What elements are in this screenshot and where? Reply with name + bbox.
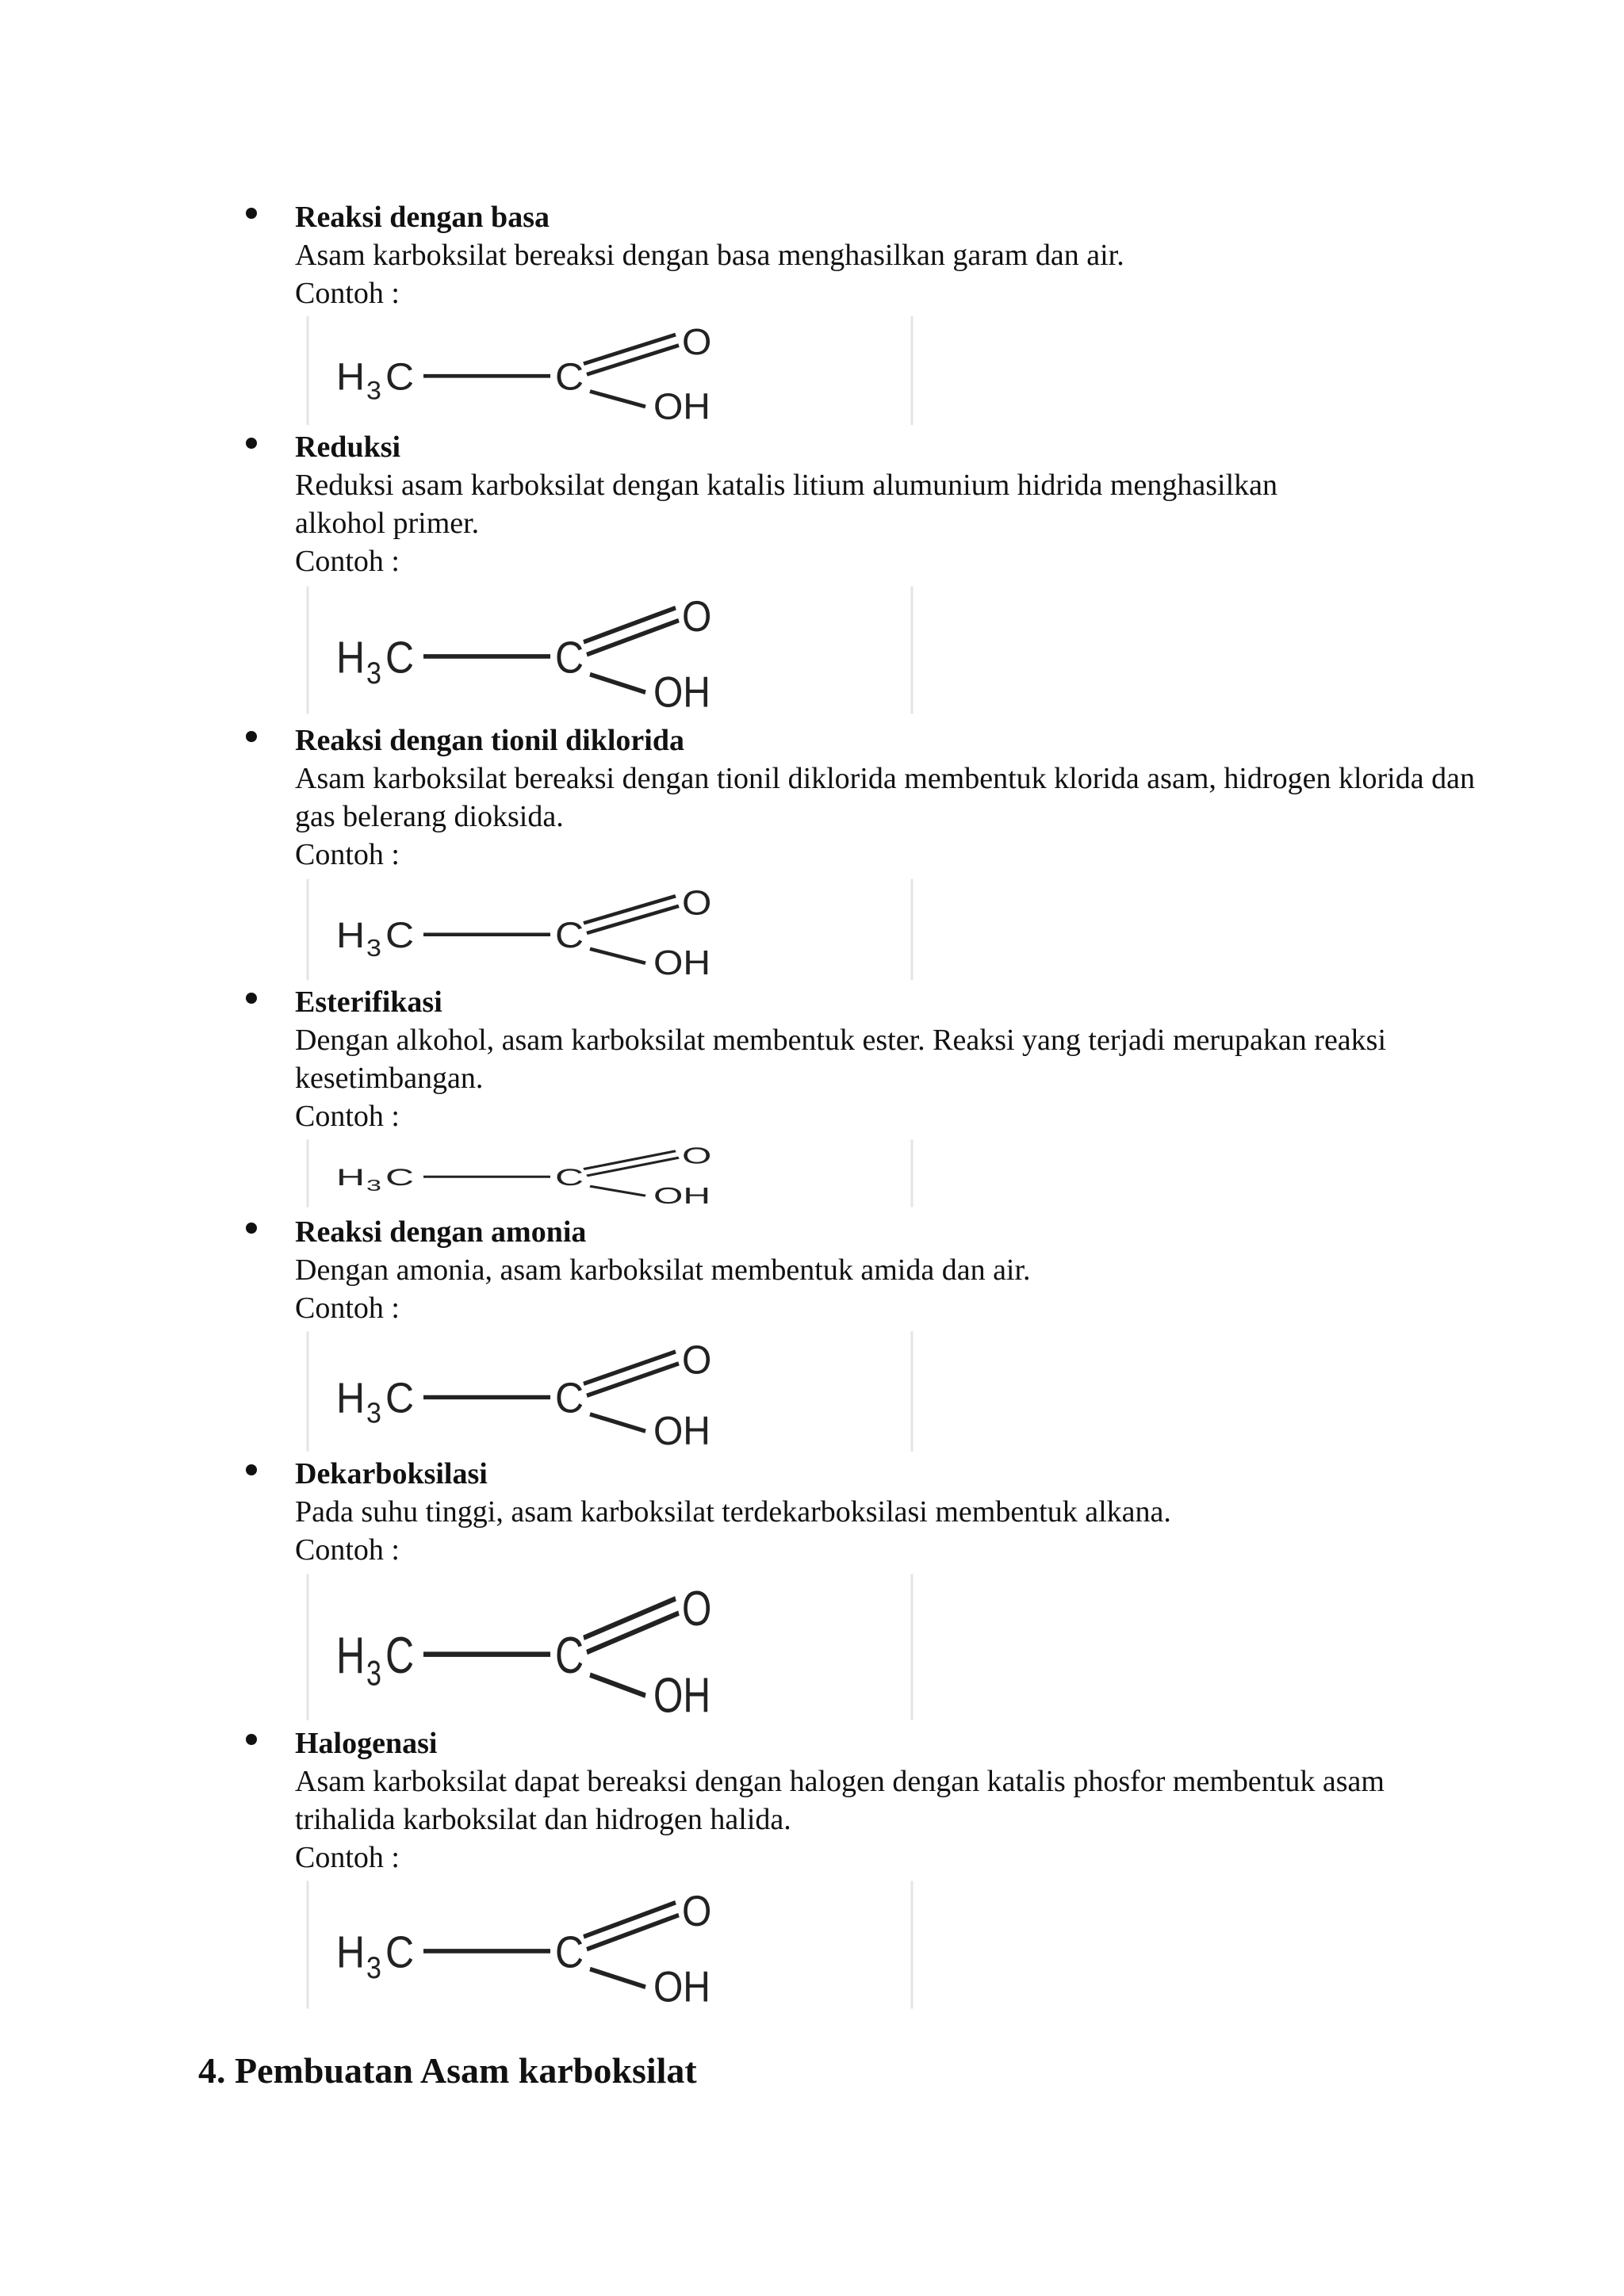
oh-bond bbox=[590, 1414, 645, 1431]
structure-image bbox=[304, 1328, 915, 1455]
example-label: Contoh : bbox=[295, 1292, 400, 1325]
acetic-acid-structure bbox=[304, 1570, 915, 1724]
methyl-carbon-label: C bbox=[385, 355, 415, 399]
acetic-acid-structure bbox=[304, 1877, 915, 2012]
item-description: Asam karboksilat bereaksi dengan basa menghasilkan garam dan air. bbox=[295, 239, 1124, 272]
bullet-icon bbox=[246, 993, 257, 1004]
oxygen-label: O bbox=[682, 1142, 712, 1169]
subscript-label: 3 bbox=[366, 934, 381, 962]
oxygen-label: O bbox=[682, 1337, 712, 1383]
hydrogen-label: H bbox=[336, 633, 366, 683]
methyl-carbon-label: C bbox=[385, 916, 415, 956]
hydrogen-label: H bbox=[336, 1627, 366, 1685]
item-description: Pada suhu tinggi, asam karboksilat terdekarboksilasi membentuk alkana. bbox=[295, 1495, 1171, 1529]
acetic-acid-structure bbox=[304, 876, 915, 983]
subscript-label: 3 bbox=[366, 1177, 381, 1195]
oxygen-label: O bbox=[682, 1887, 712, 1935]
subscript-label: 3 bbox=[366, 376, 381, 406]
item-title: Reduksi bbox=[295, 430, 401, 464]
item-title: Reaksi dengan tionil diklorida bbox=[295, 724, 684, 757]
item-title: Halogenasi bbox=[295, 1727, 438, 1760]
oxygen-label: O bbox=[682, 1581, 712, 1636]
acetic-acid-structure bbox=[304, 1328, 915, 1455]
acetic-acid-structure bbox=[304, 583, 915, 718]
bullet-icon bbox=[246, 438, 257, 449]
subscript-label: 3 bbox=[366, 1397, 381, 1429]
hydrogen-label: H bbox=[336, 1927, 366, 1978]
methyl-carbon-label: C bbox=[385, 633, 415, 683]
bullet-icon bbox=[246, 1734, 257, 1745]
item-title: Dekarboksilasi bbox=[295, 1457, 488, 1490]
item-description: Asam karboksilat dapat bereaksi dengan halogen dengan katalis phosfor membentuk asam trihalida karboksilat dan hidrogen halida. bbox=[295, 1765, 1385, 1836]
hydroxyl-label: OH bbox=[653, 943, 710, 982]
hydroxyl-label: OH bbox=[653, 1667, 710, 1723]
oh-bond bbox=[590, 392, 645, 407]
hydroxyl-label: OH bbox=[653, 1962, 710, 2011]
structure-image bbox=[304, 876, 915, 983]
example-label: Contoh : bbox=[295, 545, 400, 578]
oxygen-label: O bbox=[682, 883, 712, 923]
bullet-icon bbox=[246, 731, 257, 742]
oh-bond bbox=[590, 1969, 645, 1988]
oxygen-label: O bbox=[682, 321, 712, 364]
item-description: Dengan alkohol, asam karboksilat membentuk ester. Reaksi yang terjadi merupakan reaksi kesetimbangan. bbox=[295, 1024, 1387, 1095]
structure-image bbox=[304, 1570, 915, 1724]
subscript-label: 3 bbox=[366, 1654, 381, 1693]
item-title: Reaksi dengan amonia bbox=[295, 1215, 587, 1249]
acetic-acid-structure bbox=[304, 313, 915, 428]
hydroxyl-label: OH bbox=[653, 1183, 711, 1209]
item-description: Reduksi asam karboksilat dengan katalis litium alumunium hidrida menghasilkan alkohol primer. bbox=[295, 469, 1277, 540]
structure-image bbox=[304, 313, 915, 428]
hydroxyl-label: OH bbox=[653, 668, 710, 717]
oh-bond bbox=[590, 1675, 645, 1696]
structure-image bbox=[304, 583, 915, 718]
hydroxyl-label: OH bbox=[653, 1407, 710, 1454]
methyl-carbon-label: C bbox=[385, 1374, 415, 1422]
example-label: Contoh : bbox=[295, 277, 400, 310]
oh-bond bbox=[590, 949, 645, 963]
hydrogen-label: H bbox=[336, 1164, 366, 1191]
structure-image bbox=[304, 1138, 915, 1209]
carboxyl-carbon-label: C bbox=[555, 1164, 584, 1191]
oxygen-label: O bbox=[682, 592, 712, 641]
example-label: Contoh : bbox=[295, 838, 400, 871]
subscript-label: 3 bbox=[366, 1950, 381, 1985]
carboxyl-carbon-label: C bbox=[555, 633, 584, 683]
carboxyl-carbon-label: C bbox=[555, 355, 584, 399]
oh-bond bbox=[590, 675, 645, 693]
subscript-label: 3 bbox=[366, 655, 381, 691]
item-description: Asam karboksilat bereaksi dengan tionil diklorida membentuk klorida asam, hidrogen klorida dan gas belerang dioksida. bbox=[295, 762, 1475, 833]
methyl-carbon-label: C bbox=[385, 1927, 415, 1978]
carboxyl-carbon-label: C bbox=[555, 916, 584, 956]
carboxyl-carbon-label: C bbox=[555, 1374, 584, 1422]
example-label: Contoh : bbox=[295, 1100, 400, 1133]
section-heading: 4. Pembuatan Asam karboksilat bbox=[198, 2050, 697, 2091]
oh-bond bbox=[590, 1186, 645, 1196]
carboxyl-carbon-label: C bbox=[555, 1627, 584, 1685]
example-label: Contoh : bbox=[295, 1533, 400, 1567]
bullet-icon bbox=[246, 1223, 257, 1234]
item-description: Dengan amonia, asam karboksilat membentuk amida dan air. bbox=[295, 1253, 1031, 1287]
hydroxyl-label: OH bbox=[653, 386, 710, 428]
hydrogen-label: H bbox=[336, 916, 366, 956]
hydrogen-label: H bbox=[336, 355, 366, 399]
bullet-icon bbox=[246, 1464, 257, 1475]
example-label: Contoh : bbox=[295, 1841, 400, 1874]
carboxyl-carbon-label: C bbox=[555, 1927, 584, 1978]
item-title: Reaksi dengan basa bbox=[295, 201, 550, 234]
item-title: Esterifikasi bbox=[295, 985, 442, 1019]
hydrogen-label: H bbox=[336, 1374, 366, 1422]
methyl-carbon-label: C bbox=[385, 1164, 415, 1191]
acetic-acid-structure bbox=[304, 1138, 915, 1209]
structure-image bbox=[304, 1877, 915, 2012]
bullet-icon bbox=[246, 208, 257, 219]
methyl-carbon-label: C bbox=[385, 1627, 415, 1685]
